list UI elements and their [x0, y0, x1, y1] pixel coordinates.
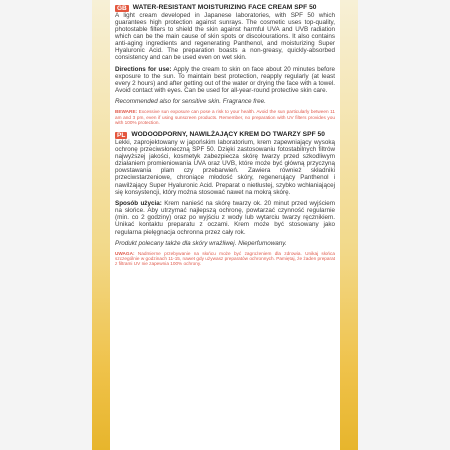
pl-recommended-note: Produkt polecany także dla skóry wrażliwej. Nieperfumowany. [115, 239, 287, 247]
pl-warning-label: UWAGA: [115, 250, 135, 256]
gb-warning-label: BEWARE: [115, 109, 138, 115]
right-gradient-stripe [340, 0, 358, 450]
pl-warning-text: Nadmierne przebywanie na słońcu może być zagrożeniem dla zdrowia. Unikaj słońca szczególnie w godzinach 11-15, nawet gdy używasz preparatów ochronnych. Pamiętaj, że żaden preparat z filtrami UV nie zapewnia 100% ochrony. [115, 250, 335, 267]
pl-product-title: WODOODPORNY, NAWILŻAJĄCY KREM DO TWARZY SPF 50 [131, 131, 325, 139]
pl-directions-label: Sposób użycia: [115, 199, 162, 207]
gb-warning [115, 109, 335, 125]
pl-description: Lekki, zaprojektowany w japońskim laboratorium, krem zapewniający wysoką ochronę przeciwsłoneczną SPF 50. Dzięki zastosowaniu fotostabilnych filtrów najwyższej jakości, kosmetyk zabezpiecza skórę twarzy przed szkodliwym działaniem promieniowania UVA oraz UVB, które może być główną przyczyną powstawania plam czy przebarwień. Zawiera również składniki przeciwstarzeniowe, chroniące młodość skóry, regenerujący Panthenol i nawilżający Super Hyaluronic Acid. Preparat o nietłustej, szybko wchłaniającej się konsystencji, który można stosować nawet na mokrą skórę. [115, 138, 335, 196]
label-panel [110, 0, 340, 450]
gb-directions [115, 66, 335, 95]
pl-warning [115, 251, 335, 267]
gb-product-title: WATER-RESISTANT MOISTURIZING FACE CREAM SPF 50 [132, 4, 317, 11]
gb-directions-label: Directions for use: [115, 65, 172, 73]
pl-section [115, 131, 335, 266]
pl-directions-text: Krem nanieść na skórę twarzy ok. 20 minut przed wyjściem na słońce. Aby utrzymać najlepszą ochronę, powtarzać czynność regularnie (min. co 2 godziny) oraz po wyjściu z wody lub wytarciu twarzy ręcznikiem. Unikać kontaktu preparatu z oczami. Krem może być stosowany jako regularna pielęgnacja ochronna przez cały rok. [115, 199, 335, 236]
gb-directions-text: Apply the cream to skin on face about 20 minutes before exposure to the sun. To maintain best protection, reapply regularly (at least every 2 hours) and after getting out of the water or drying the face with a towel. Avoid contact with eyes. Can be used for all-year-round protective skin care. [115, 65, 336, 95]
gb-heading [115, 4, 335, 12]
gb-recommended-note: Recommended also for sensitive skin. Fragrance free. [115, 98, 266, 106]
gb-language-badge: GB [117, 4, 127, 12]
pl-directions [115, 200, 335, 236]
gb-warning-text: Excessive sun exposure can pose a risk to your health. Avoid the sun particularly between 11 am and 3 pm, even if using sunscreen products. Remember, no preparation with UV filters provides you with 100% protection. [115, 109, 335, 125]
pl-heading [115, 131, 335, 139]
pl-language-badge: PL [117, 131, 126, 139]
label-content [115, 4, 335, 267]
gb-section [115, 4, 335, 125]
gb-description: A light cream developed in Japanese laboratories, with SPF 50 which guarantees high protection against sunrays. The cosmetic uses top-quality, photostable filters to shield the skin against harmful UVA and UVB radiation which can be the main cause of skin spots or discolourations. It also contains anti-aging ingredients and regenerating Panthenol, and moisturizing Super Hyaluronic Acid. The preparation boasts a non-greasy, quickly-absorbed consistency and can be used even on wet skin. [115, 11, 335, 62]
left-gradient-stripe [92, 0, 110, 450]
